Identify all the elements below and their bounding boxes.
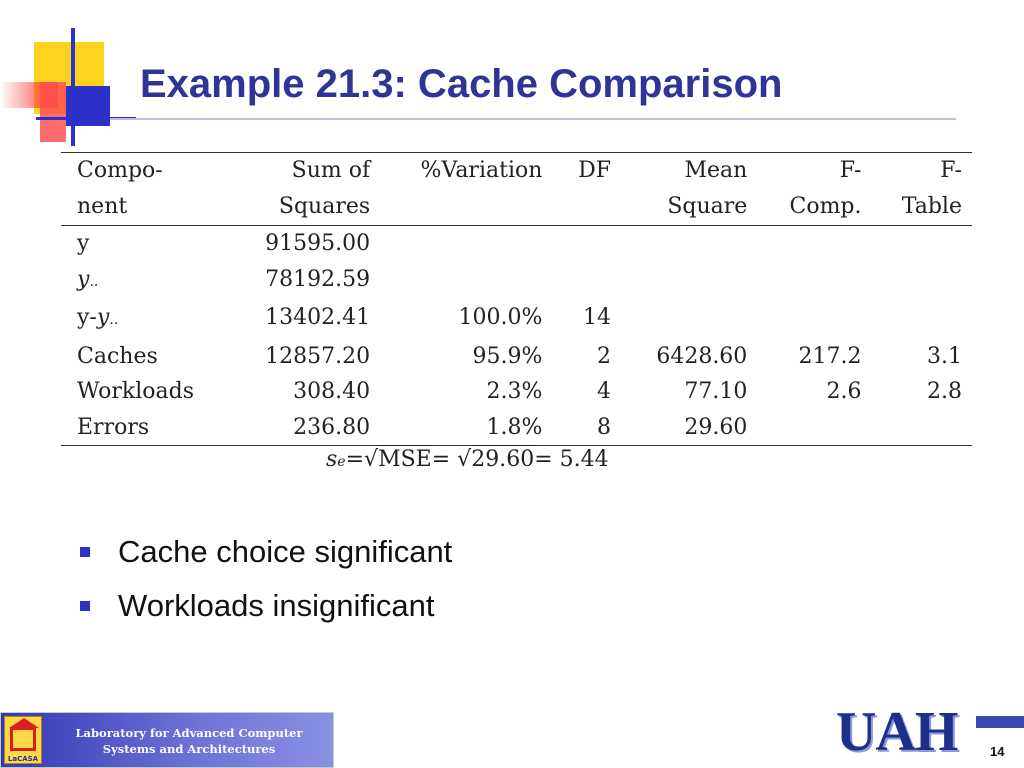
header-mean-square: Mean Square <box>667 158 748 219</box>
cell-sum-of-squares: 12857.20 <box>265 343 371 369</box>
header-sum-of-squares: Sum of Squares <box>278 158 371 219</box>
cell-f-comp: 217.2 <box>798 343 862 369</box>
cell-df: 14 <box>583 305 612 330</box>
page-number: 14 <box>990 744 1005 759</box>
uah-logo: UAH <box>836 701 958 763</box>
lacasa-logo: LaCASA <box>4 716 42 764</box>
cell-variation <box>380 226 552 262</box>
header-f-table: F- Table <box>901 158 962 219</box>
sqrt-symbol: √ <box>457 447 472 472</box>
decor-vertical-line <box>71 28 75 146</box>
cell-f-comp <box>757 262 871 301</box>
cell-variation: 1.8% <box>486 414 543 440</box>
uah-logo-bar <box>976 716 1024 728</box>
cell-component: y.. <box>77 266 99 292</box>
lab-name: Laboratory for Advanced Computer Systems and Architectures <box>75 726 303 756</box>
cell-component: Workloads <box>77 379 194 404</box>
std-error-formula: se=√MSE= √29.60= 5.44 <box>326 447 609 472</box>
sqrt-symbol: √ <box>364 447 379 472</box>
square-bullet-icon <box>80 547 90 557</box>
cell-variation: 100.0% <box>458 305 543 330</box>
cell-f-table <box>872 262 973 301</box>
square-bullet-icon <box>80 601 90 611</box>
list-item: Workloads insignificant <box>80 584 452 638</box>
table-row <box>61 339 972 375</box>
header-variation: %Variation <box>420 158 543 183</box>
cell-mean-square <box>621 262 757 301</box>
cell-variation <box>380 262 552 301</box>
cell-mean-square: 77.10 <box>684 379 748 404</box>
cell-sum-of-squares: 236.80 <box>293 414 371 440</box>
bullet-list <box>80 530 452 638</box>
cell-component: Caches <box>77 343 158 369</box>
header-component: Compo- nent <box>77 158 163 219</box>
cell-sum-of-squares: 308.40 <box>293 379 371 404</box>
cell-f-comp <box>757 226 871 262</box>
cell-component: Errors <box>77 414 150 440</box>
list-item: Cache choice significant <box>80 530 452 584</box>
cell-f-comp <box>757 410 871 446</box>
cell-f-table: 3.1 <box>927 343 962 369</box>
table-row <box>61 262 972 301</box>
cell-f-table: 2.8 <box>927 379 962 404</box>
cell-mean-square <box>621 300 757 339</box>
cell-sum-of-squares: 13402.41 <box>265 305 371 330</box>
table-header-row <box>61 153 972 226</box>
header-df: DF <box>578 158 612 183</box>
table-row <box>61 226 972 262</box>
table-row <box>61 374 972 410</box>
table-row <box>61 410 972 446</box>
header-f-comp: F- Comp. <box>789 158 862 219</box>
cell-variation: 95.9% <box>472 343 543 369</box>
cell-f-table <box>872 226 973 262</box>
cell-df: 4 <box>597 379 612 404</box>
cell-mean-square: 29.60 <box>684 414 748 440</box>
cell-component: y <box>77 231 90 256</box>
cell-df: 2 <box>597 343 612 369</box>
cell-f-table <box>872 410 973 446</box>
cell-sum-of-squares: 91595.00 <box>265 231 371 256</box>
title-underline <box>110 118 956 120</box>
cell-df <box>552 226 621 262</box>
cell-f-table <box>872 300 973 339</box>
cell-mean-square <box>621 226 757 262</box>
cell-df <box>552 262 621 301</box>
decor-red-block <box>40 82 66 142</box>
cell-f-comp: 2.6 <box>826 379 862 404</box>
slide-title: Example 21.3: Cache Comparison <box>140 62 783 106</box>
cell-component: y-y.. <box>77 305 119 330</box>
lab-banner <box>0 712 334 768</box>
cell-sum-of-squares: 78192.59 <box>265 266 371 292</box>
cell-mean-square: 6428.60 <box>656 343 748 369</box>
cell-df: 8 <box>597 414 612 440</box>
cell-f-comp <box>757 300 871 339</box>
cell-variation: 2.3% <box>486 379 543 404</box>
anova-table <box>61 152 972 446</box>
table-row <box>61 300 972 339</box>
